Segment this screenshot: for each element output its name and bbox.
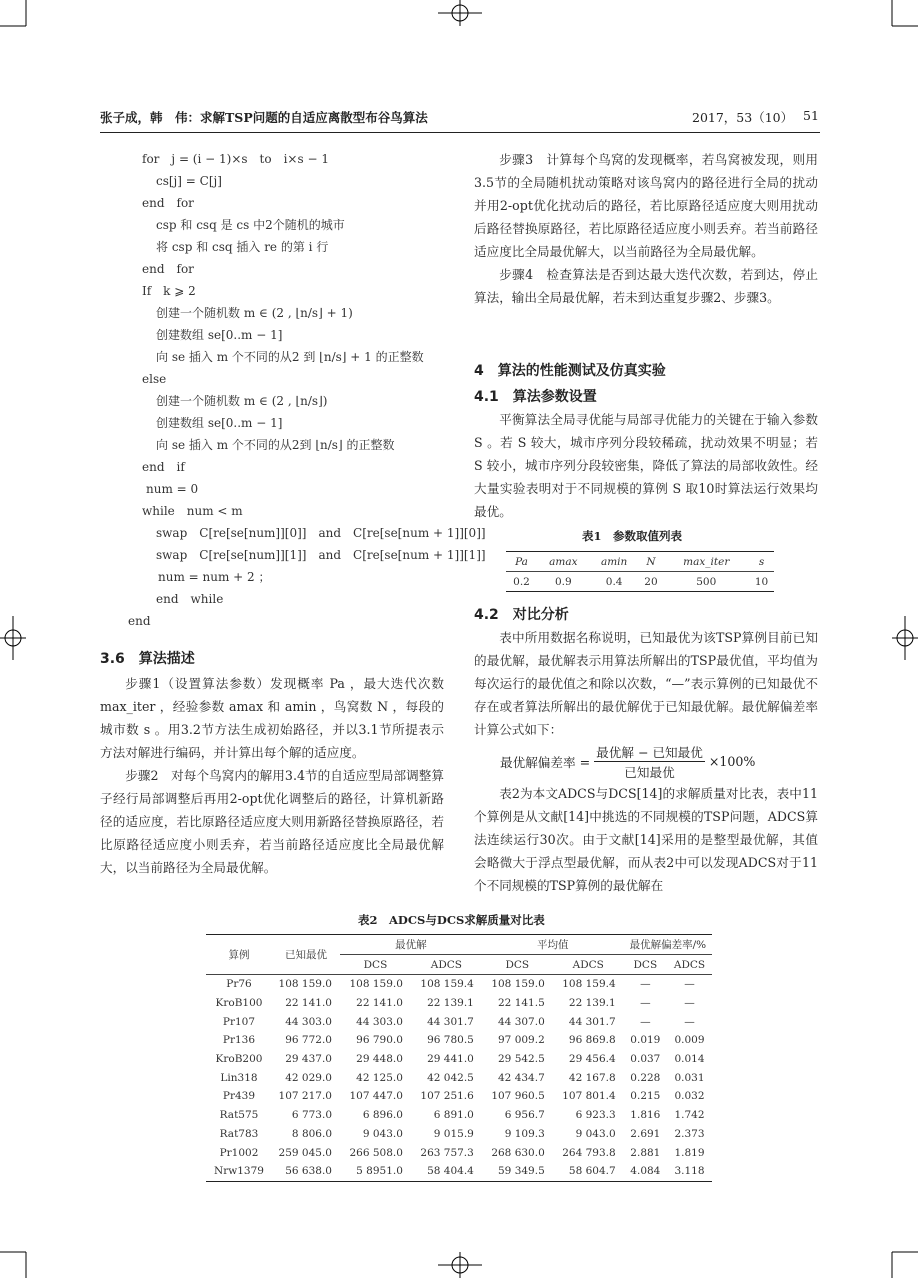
table-cell: 0.032 xyxy=(674,1090,705,1103)
paragraph: 步骤2 对每个鸟窝内的解用3.4节的自适应型局部调整算子经行局部调整后再用2-opt优化调整后的路径，计算机新路径的适应度，若比原路径适应度大则用新路径替换原路径，若比原路径适应度小则丢弃，若当前路径适应度比全局最优解大，以当前路径为全局最优解。 xyxy=(100,768,444,875)
table2-body xyxy=(206,975,712,1182)
table-cell: 29 437.0 xyxy=(285,1053,332,1066)
section-heading-3-6: 3.6 算法描述 xyxy=(100,651,195,667)
table-cell: 29 456.4 xyxy=(568,1053,616,1066)
parameter-table xyxy=(506,551,774,592)
table-cell: 0.019 xyxy=(630,1034,661,1047)
paragraph: 步骤4 检查算法是否到达最大迭代次数，若到达，停止算法，输出全局最优解，若未到达重复步骤2、步骤3。 xyxy=(474,267,818,305)
code-line: 创建数组 se[0..m − 1] xyxy=(156,328,283,342)
table-row xyxy=(206,1068,712,1087)
table2-header-best: 最优解 xyxy=(340,935,482,955)
formula-rhs: ×100% xyxy=(708,754,756,769)
formula-denominator: 已知最优 xyxy=(624,765,675,780)
paragraph: 平衡算法全局寻优能与局部寻优能力的关键在于输入参数 S 。若 S 较大，城市序列分段较稀疏，扰动效果不明显；若 S 较小，城市序列分段较密集，降低了算法的局部收敛性。经大量实验表明对于不同规模的算例 S 取10时算法运行效果均最优。 xyxy=(474,412,818,519)
code-line: swap C[re[se[num]][0]] and C[re[se[num + 1]][0]] xyxy=(156,526,486,540)
table-cell: 266 508.0 xyxy=(349,1146,403,1159)
table-cell: 44 301.7 xyxy=(427,1015,474,1028)
code-line: end while xyxy=(156,592,224,606)
code-line: num = num + 2 ； xyxy=(158,570,271,584)
table-cell: Lin318 xyxy=(220,1071,258,1084)
table-cell: 6 923.3 xyxy=(575,1109,616,1122)
table-cell: 0.014 xyxy=(674,1053,705,1066)
table-cell: — xyxy=(640,978,651,991)
code-line: num = 0 xyxy=(146,482,199,496)
table1-header: s xyxy=(758,555,765,568)
table-cell: Nrw1379 xyxy=(214,1165,264,1178)
header-rule xyxy=(100,132,820,133)
table-cell: 108 159.4 xyxy=(420,978,474,991)
table2-subheader: DCS xyxy=(505,958,530,971)
table2-subheader: ADCS xyxy=(673,958,706,971)
code-line: for j = (i − 1)×s to i×s − 1 xyxy=(142,152,329,166)
paragraph: 步骤1（设置算法参数）发现概率 Pa ，最大迭代次数 max_iter ，经验参数 amax 和 amin ，鸟窝数 N ，每段的城市数 s 。用3.2节方法生成初始路径，并以3.1节所提表示方法对解进行编码，并计算出每个解的适应度。 xyxy=(100,676,444,760)
table-cell: 96 772.0 xyxy=(285,1034,332,1047)
table-cell: KroB200 xyxy=(215,1053,263,1066)
table-cell: KroB100 xyxy=(215,997,263,1010)
table-cell: 2.691 xyxy=(630,1127,661,1140)
table1-cell: 0.4 xyxy=(605,575,623,588)
code-line: end for xyxy=(142,196,194,210)
table-cell: 259 045.0 xyxy=(278,1146,332,1159)
table-cell: 107 801.4 xyxy=(562,1090,616,1103)
table-cell: 9 043.0 xyxy=(362,1127,403,1140)
table1-cell: 500 xyxy=(696,575,717,588)
table-cell: 96 780.5 xyxy=(427,1034,474,1047)
section-heading-4-2: 4.2 对比分析 xyxy=(474,607,569,623)
table-cell: — xyxy=(640,1015,651,1028)
paragraph: 表2为本文ADCS与DCS[14]的求解质量对比表，表中11个算例是从文献[14]中挑选的不同规模的TSP问题，ADCS算法连续运行30次。由于文献[14]采用的是整型最优解，其值会略微大于浮点型最优解，而从表2中可以发现ADCS对于11个不同规模的TSP算例的最优解在 xyxy=(474,786,818,893)
table1-caption: 表1 参数取值列表 xyxy=(582,529,683,543)
table-cell: 107 217.0 xyxy=(278,1090,332,1103)
table-cell: 2.373 xyxy=(674,1127,705,1140)
table-cell: 56 638.0 xyxy=(285,1165,332,1178)
pseudocode-block xyxy=(128,148,486,632)
running-header-volume: 2017，53（10） xyxy=(692,110,794,125)
code-line: end if xyxy=(142,460,185,474)
table-cell: 96 869.8 xyxy=(568,1034,616,1047)
section-4-2-body xyxy=(474,626,818,741)
table-cell: 22 141.5 xyxy=(498,997,545,1010)
table-cell: 5 8951.0 xyxy=(356,1165,403,1178)
table-cell: 1.816 xyxy=(630,1109,661,1122)
table2-subheader: ADCS xyxy=(572,958,604,971)
table-cell: 0.228 xyxy=(630,1071,661,1084)
table-cell: 1.742 xyxy=(674,1109,705,1122)
table-row xyxy=(206,1162,712,1181)
table-row xyxy=(206,1125,712,1144)
page-number: 51 xyxy=(803,108,819,123)
table-cell: 42 042.5 xyxy=(427,1071,474,1084)
paragraph: 步骤3 计算每个鸟窝的发现概率，若鸟窝被发现，则用3.5节的全局随机扰动策略对该鸟窝内的路径进行全局的扰动并用2-opt优化扰动后的路径，若比原路径适应度大则用扰动后路径替换原路径，若比原路径适应度小则丢弃。若当前路径适应度比全局最优解大，以当前路径为全局最优解。 xyxy=(474,152,818,259)
table-cell: 108 159.0 xyxy=(349,978,403,991)
table-cell: 9 109.3 xyxy=(504,1127,545,1140)
table-cell: 0.215 xyxy=(630,1090,661,1103)
section-heading-4: 4 算法的性能测试及仿真实验 xyxy=(474,363,666,379)
table-cell: 58 404.4 xyxy=(427,1165,474,1178)
table2-header-example: 算例 xyxy=(228,949,250,961)
code-line: cs[j] = C[j] xyxy=(156,174,222,188)
table2-subheader: DCS xyxy=(633,958,658,971)
code-line: If k ⩾ 2 xyxy=(142,284,196,298)
table-row xyxy=(206,1106,712,1125)
table2-subheader: DCS xyxy=(363,958,388,971)
table-cell: 0.009 xyxy=(674,1034,705,1047)
table-cell: 22 141.0 xyxy=(285,997,332,1010)
table-cell: 96 790.0 xyxy=(356,1034,403,1047)
table1-header: N xyxy=(646,555,656,568)
table-cell: 264 793.8 xyxy=(562,1146,616,1159)
table-row xyxy=(206,1050,712,1069)
table-cell: 29 441.0 xyxy=(427,1053,474,1066)
table-row xyxy=(206,975,712,994)
code-line: 向 se 插入 m 个不同的从2到 ⌊n/s⌋ 的正整数 xyxy=(156,438,395,452)
table1-header: Pa xyxy=(515,555,528,568)
code-line: end xyxy=(128,614,151,628)
table-cell: 97 009.2 xyxy=(498,1034,545,1047)
table-cell: 3.118 xyxy=(674,1165,705,1178)
table1-cell: 0.2 xyxy=(513,575,530,588)
table-cell: 9 043.0 xyxy=(575,1127,616,1140)
formula-fraction xyxy=(594,742,705,781)
formula-lhs: 最优解偏差率 = xyxy=(500,755,591,770)
table-cell: 9 015.9 xyxy=(433,1127,474,1140)
table-cell: — xyxy=(684,1015,695,1028)
table-cell: 263 757.3 xyxy=(420,1146,474,1159)
code-line: end for xyxy=(142,262,194,276)
table-cell: 0.037 xyxy=(630,1053,661,1066)
table-cell: 42 434.7 xyxy=(498,1071,545,1084)
table-cell: 58 604.7 xyxy=(568,1165,616,1178)
running-header-title: 张子成，韩 伟：求解TSP问题的自适应离散型布谷鸟算法 xyxy=(100,110,428,125)
table-cell: 6 773.0 xyxy=(291,1109,332,1122)
table-cell: 107 960.5 xyxy=(491,1090,545,1103)
table2-header-known: 已知最优 xyxy=(285,949,327,961)
table-cell: 108 159.0 xyxy=(278,978,332,991)
section-3-6-body xyxy=(100,672,444,879)
table-cell: 6 956.7 xyxy=(504,1109,545,1122)
code-line: 创建一个随机数 m ∈ (2 , ⌊n/s⌋) xyxy=(156,394,328,408)
table-cell: 22 141.0 xyxy=(356,997,403,1010)
table1-cell: 20 xyxy=(644,575,658,588)
table-cell: 8 806.0 xyxy=(291,1127,332,1140)
section-4-1-body xyxy=(474,408,818,523)
code-line: 向 se 插入 m 个不同的从2 到 ⌊n/s⌋ + 1 的正整数 xyxy=(156,350,424,364)
code-line: csp 和 csq 是 cs 中2个随机的城市 xyxy=(156,218,345,232)
code-line: 创建数组 se[0..m − 1] xyxy=(156,416,283,430)
table-cell: Rat783 xyxy=(219,1127,259,1140)
table1-cell: 10 xyxy=(754,575,769,588)
table-row xyxy=(206,994,712,1013)
table-cell: 42 029.0 xyxy=(285,1071,332,1084)
table-cell: 22 139.1 xyxy=(568,997,616,1010)
code-line: while num < m xyxy=(142,504,243,518)
table-cell: 29 448.0 xyxy=(356,1053,403,1066)
table-cell: 44 307.0 xyxy=(498,1015,545,1028)
table1-cell: 0.9 xyxy=(554,575,572,588)
formula-numerator: 最优解 − 已知最优 xyxy=(594,742,705,762)
paragraph: 表中所用数据名称说明，已知最优为该TSP算例目前已知的最优解，最优解表示用算法所解出的TSP最优值，平均值为每次运行的最优值之和除以次数，“—”表示算例的已知最优不存在或者算法所解出的最优解优于已知最优解。最优解偏差率计算公式如下： xyxy=(474,630,818,737)
table2-caption: 表2 ADCS与DCS求解质量对比表 xyxy=(358,913,545,927)
table-cell: 44 301.7 xyxy=(568,1015,616,1028)
table-cell: Rat575 xyxy=(219,1109,259,1122)
table-cell: 44 303.0 xyxy=(285,1015,332,1028)
table-cell: 2.881 xyxy=(630,1146,661,1159)
section-heading-4-1: 4.1 算法参数设置 xyxy=(474,389,597,405)
table-cell: 268 630.0 xyxy=(491,1146,545,1159)
code-line: 创建一个随机数 m ∈ (2 , ⌊n/s⌋ + 1) xyxy=(156,306,353,320)
table-cell: — xyxy=(640,997,651,1010)
table-cell: 42 167.8 xyxy=(568,1071,616,1084)
table-cell: 107 251.6 xyxy=(420,1090,474,1103)
table-cell: Pr76 xyxy=(226,978,252,991)
table-row xyxy=(206,1031,712,1050)
table2-header-avg: 平均值 xyxy=(482,935,624,955)
table-cell: Pr1002 xyxy=(219,1146,259,1159)
table-cell: 59 349.5 xyxy=(498,1165,545,1178)
table-cell: Pr439 xyxy=(222,1090,256,1103)
table-cell: 108 159.0 xyxy=(491,978,545,991)
table2-header-deviation: 最优解偏差率/% xyxy=(624,935,712,955)
table1-header: max_iter xyxy=(683,555,730,568)
table-cell: 29 542.5 xyxy=(498,1053,545,1066)
table-cell: 42 125.0 xyxy=(356,1071,403,1084)
table-cell: — xyxy=(684,978,695,991)
deviation-formula xyxy=(500,742,755,781)
table-row xyxy=(206,1143,712,1162)
table-cell: Pr107 xyxy=(222,1015,256,1028)
comparison-table xyxy=(206,934,712,1182)
section-4-2-body-2 xyxy=(474,782,818,897)
table-cell: 4.084 xyxy=(630,1165,661,1178)
table1-header: amin xyxy=(600,555,628,568)
code-line: swap C[re[se[num]][1]] and C[re[se[num + 1]][1]] xyxy=(156,548,486,562)
table-row xyxy=(206,1012,712,1031)
table-cell: 6 896.0 xyxy=(362,1109,403,1122)
table-cell: 1.819 xyxy=(674,1146,705,1159)
table-cell: Pr136 xyxy=(222,1034,256,1047)
table2-subheader: ADCS xyxy=(430,958,462,971)
table-cell: 0.031 xyxy=(674,1071,705,1084)
code-line: else xyxy=(142,372,167,386)
table-cell: 107 447.0 xyxy=(349,1090,403,1103)
table-cell: 44 303.0 xyxy=(356,1015,403,1028)
table-row xyxy=(206,1087,712,1106)
table-cell: — xyxy=(684,997,695,1010)
table1-header: amax xyxy=(549,555,578,568)
table-cell: 22 139.1 xyxy=(427,997,474,1010)
code-line: 将 csp 和 csq 插入 re 的第 i 行 xyxy=(156,240,329,254)
steps-3-4-body xyxy=(474,148,818,309)
table-cell: 6 891.0 xyxy=(433,1109,474,1122)
table-cell: 108 159.4 xyxy=(562,978,616,991)
